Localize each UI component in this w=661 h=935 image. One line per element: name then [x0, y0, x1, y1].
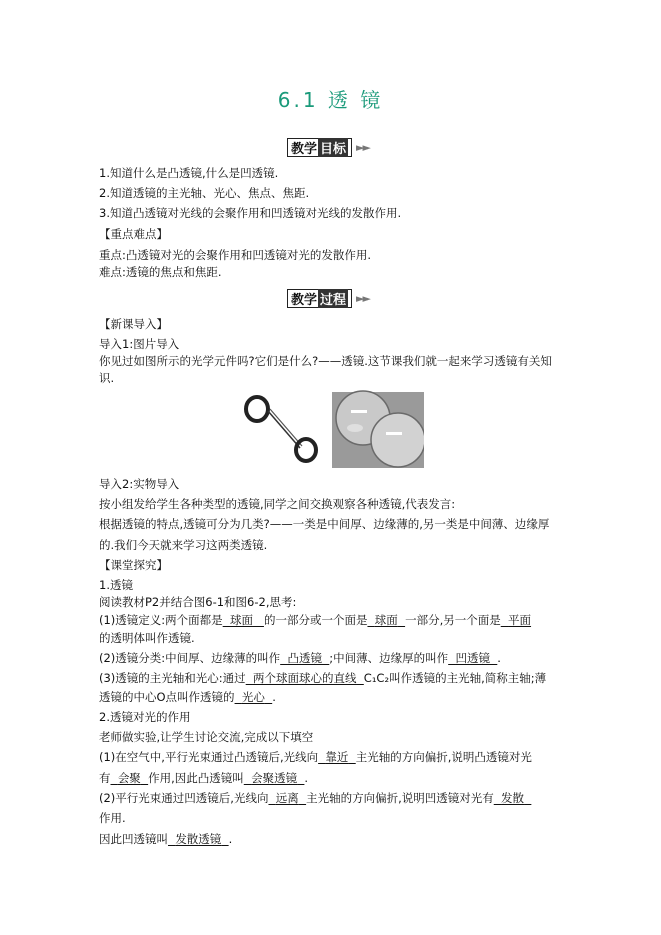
teaching-process-banner	[287, 288, 369, 308]
answer-blank	[494, 791, 532, 805]
answer-blank	[367, 613, 405, 627]
banner-text: 教学	[291, 141, 318, 157]
fill-blank-line	[99, 770, 308, 786]
paragraph-line: 识.	[99, 371, 115, 385]
answer-text: 凸透镜	[287, 651, 322, 665]
answer-text: 会聚透镜	[251, 771, 298, 785]
answer-blank	[268, 791, 306, 805]
text: 一部分,另一个面是	[405, 613, 501, 627]
magnifier-image	[246, 397, 316, 461]
paragraph-line: 作用.	[99, 811, 126, 825]
banner-box	[287, 289, 352, 308]
paragraph-line: 根据透镜的特点,透镜可分为几类?——一类是中间厚、边缘薄的,另一类是中间薄、边缘厚	[99, 517, 550, 531]
answer-blank	[111, 771, 149, 785]
answer-text: 光心	[241, 690, 265, 704]
answer-blank	[318, 750, 356, 764]
answer-blank	[280, 651, 329, 665]
text: (2)平行光束通过凹透镜后,光线向	[99, 791, 269, 805]
answer-blank	[244, 771, 305, 785]
answer-blank	[448, 651, 497, 665]
text: (1)在空气中,平行光束通过凸透镜后,光线向	[99, 750, 319, 764]
text: (1)透镜定义:两个面都是	[99, 613, 223, 627]
paragraph-line: 导入2:实物导入	[99, 477, 180, 491]
answer-text: 凹透镜	[455, 651, 490, 665]
answer-text: 靠近	[325, 750, 349, 764]
answer-text: 两个球面球心的直线	[252, 671, 357, 685]
fill-blank-line	[99, 749, 532, 765]
goal-item: 1.知道什么是凸透镜,什么是凹透镜.	[99, 166, 279, 180]
lenses-photo	[332, 391, 424, 468]
text: .	[304, 771, 309, 785]
text: (3)透镜的主光轴和光心:通过	[99, 671, 246, 685]
fill-blank-line	[99, 650, 501, 666]
text: 的一部分或一个面是	[263, 613, 368, 627]
paragraph-line: 的透明体叫作透镜.	[99, 631, 195, 645]
fill-blank-line	[99, 612, 531, 628]
answer-text: 会聚	[117, 771, 141, 785]
page-title: 6.1 透 镜	[277, 88, 384, 112]
banner-box	[287, 138, 352, 157]
text: 作用,因此凸透镜叫	[148, 771, 244, 785]
answer-blank	[168, 832, 229, 846]
text: 有	[99, 771, 111, 785]
goal-item: 2.知道透镜的主光轴、光心、焦点、焦距.	[99, 186, 310, 200]
answer-text: 发散	[501, 791, 525, 805]
text: .	[272, 690, 276, 704]
difficult-point: 难点:透镜的焦点和焦距.	[99, 265, 222, 279]
answer-text: 球面	[229, 613, 253, 627]
section-heading: 【课堂探究】	[99, 558, 168, 572]
fill-blank-line	[99, 790, 531, 806]
lens-figure	[240, 388, 424, 468]
paragraph-line: 老师做实验,让学生讨论交流,完成以下填空	[99, 730, 314, 744]
fill-blank-line	[99, 689, 276, 705]
banner-highlight: 过程	[318, 289, 348, 308]
paragraph-line: 按小组发给学生各种类型的透镜,同学之间交换观察各种透镜,代表发言:	[99, 497, 456, 511]
fill-blank-line	[99, 831, 232, 847]
teaching-goal-banner	[287, 137, 369, 157]
paragraph-line: 导入1:图片导入	[99, 337, 180, 351]
text: ;中间薄、边缘厚的叫作	[329, 651, 449, 665]
key-point: 重点:凸透镜对光的会聚作用和凹透镜对光的发散作用.	[99, 248, 372, 262]
answer-blank	[246, 671, 364, 685]
answer-text: 平面	[508, 613, 532, 627]
banner-highlight: 目标	[318, 138, 348, 157]
section-heading: 【重点难点】	[99, 227, 168, 241]
banner-text: 教学	[291, 292, 318, 308]
answer-text: 发散透镜	[175, 832, 222, 846]
paragraph-line: 的.我们今天就来学习这两类透镜.	[99, 538, 268, 552]
paragraph-line: 你见过如图所示的光学元件吗?它们是什么?——透镜.这节课我们就一起来学习透镜有关知	[99, 354, 552, 368]
text: 主光轴的方向偏折,说明凹透镜对光有	[306, 791, 494, 805]
goal-item: 3.知道凸透镜对光线的会聚作用和凹透镜对光线的发散作用.	[99, 206, 402, 220]
text: 因此凹透镜叫	[99, 832, 168, 846]
answer-blank	[501, 613, 531, 627]
double-arrow-icon: ►►	[356, 140, 369, 154]
text: 主光轴的方向偏折,说明凸透镜对光	[355, 750, 532, 764]
text: .	[497, 651, 501, 665]
text: (2)透镜分类:中间厚、边缘薄的叫作	[99, 651, 281, 665]
answer-blank	[235, 690, 273, 704]
answer-text: 远离	[275, 791, 299, 805]
answer-blank	[223, 613, 264, 627]
section-heading: 【新课导入】	[99, 317, 168, 331]
subsection-heading: 1.透镜	[99, 578, 133, 592]
paragraph-line: 阅读教材P2并结合图6-1和图6-2,思考:	[99, 595, 297, 609]
text: .	[228, 832, 233, 846]
double-arrow-icon: ►►	[356, 291, 369, 305]
answer-text: 球面	[374, 613, 398, 627]
text: C₁C₂叫作透镜的主光轴,简称主轴;薄	[363, 671, 547, 685]
subsection-heading: 2.透镜对光的作用	[99, 710, 191, 724]
fill-blank-line	[99, 670, 546, 686]
text: 透镜的中心O点叫作透镜的	[99, 690, 235, 704]
